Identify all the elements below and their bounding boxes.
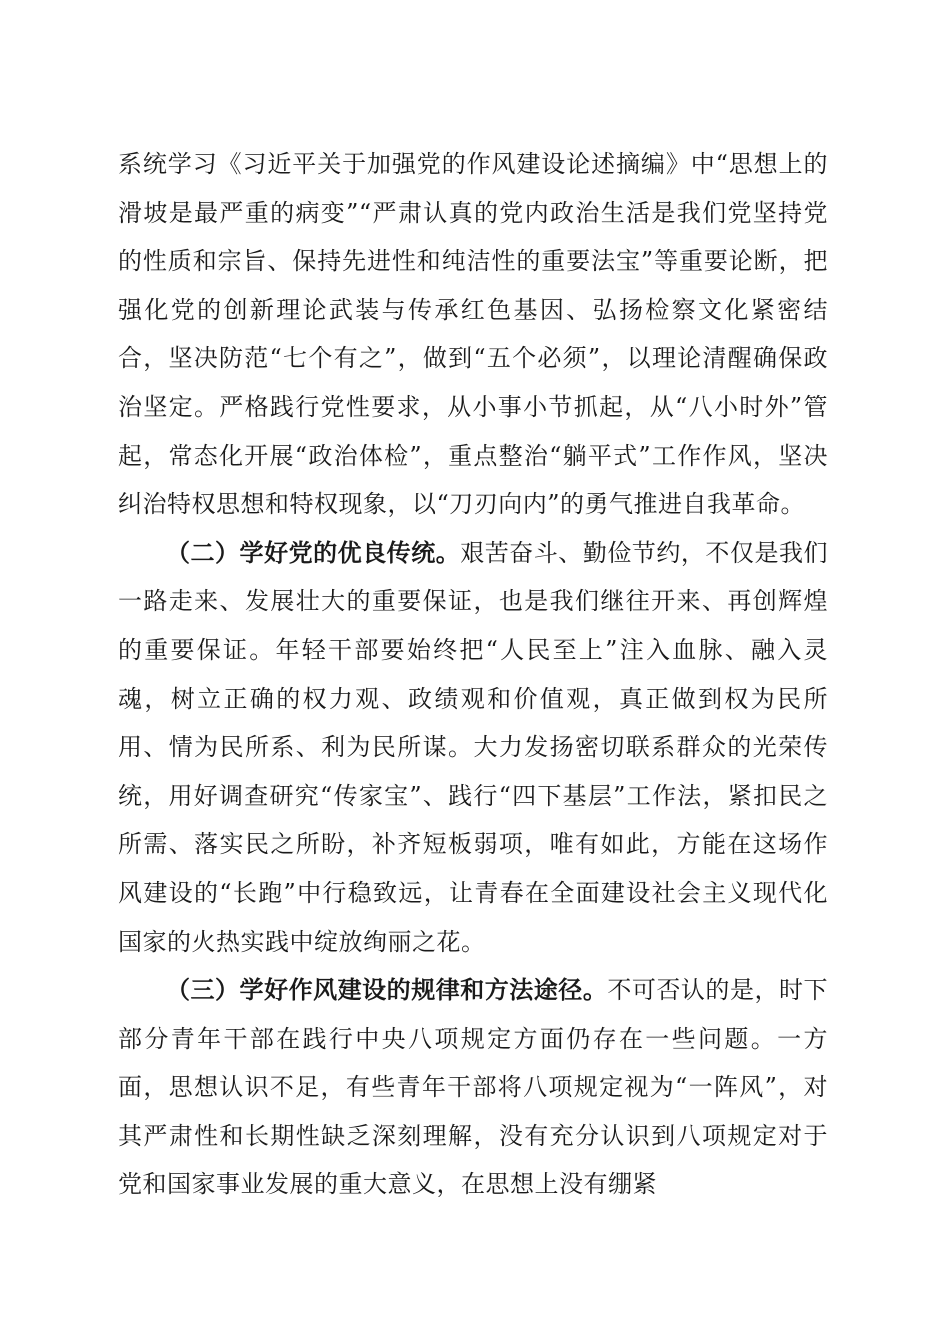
paragraph-2-text: 艰苦奋斗、勤俭节约，不仅是我们一路走来、发展壮大的重要保证，也是我们继往开来、再创辉煌的重要保证。年轻干部要始终把“人民至上”注入血脉、融入灵魂，树立正确的权力观、政绩观和价值观，真正做到权为民所用、情为民所系、利为民所谋。大力发扬密切联系群众的光荣传统，用好调查研究“传家宝”、践行“四下基层”工作法，紧扣民之所需、落实民之所盼，补齐短板弱项，唯有如此，方能在这场作风建设的“长跑”中行稳致远，让青春在全面建设社会主义现代化国家的火热实践中绽放绚丽之花。: [118, 538, 829, 956]
paragraph-1: [118, 140, 828, 529]
paragraph-3: [118, 966, 828, 1209]
paragraph-2: [118, 529, 828, 966]
section-heading-3: （三）学好作风建设的规律和方法途径。: [166, 975, 608, 1005]
document-body: [118, 140, 828, 1209]
paragraph-1-text: 系统学习《习近平关于加强党的作风建设论述摘编》中“思想上的滑坡是最严重的病变”“严肃认真的党内政治生活是我们党坚持党的性质和宗旨、保持先进性和纯洁性的重要法宝”等重要论断，把强化党的创新理论武装与传承红色基因、弘扬检察文化紧密结合，坚决防范“七个有之”，做到“五个必须”，以理论清醒确保政治坚定。严格践行党性要求，从小事小节抓起，从“八小时外”管起，常态化开展“政治体检”，重点整治“躺平式”工作作风，坚决纠治特权思想和特权现象，以“刀刃向内”的勇气推进自我革命。: [118, 150, 828, 519]
paragraph-3-text: 不可否认的是，时下部分青年干部在践行中央八项规定方面仍存在一些问题。一方面，思想认识不足，有些青年干部将八项规定视为“一阵风”，对其严肃性和长期性缺乏深刻理解，没有充分认识到八项规定对于党和国家事业发展的重大意义，在思想上没有绷紧: [118, 976, 829, 1199]
section-heading-2: （二）学好党的优良传统。: [166, 537, 461, 567]
